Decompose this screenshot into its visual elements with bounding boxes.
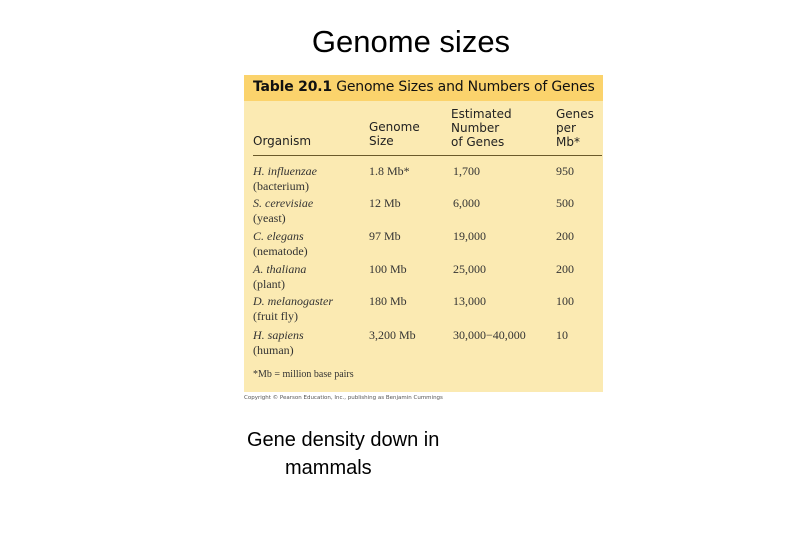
table-row — [244, 164, 603, 196]
cell-gene-count: 6,000 — [453, 196, 480, 210]
cell-organism — [253, 196, 313, 226]
genome-table — [244, 75, 603, 392]
header-genes-per-mb-line2: per — [556, 121, 576, 135]
header-genes-per-mb-line3: Mb* — [556, 135, 580, 149]
cell-organism — [253, 229, 308, 259]
cell-genes-per-mb: 10 — [556, 328, 568, 342]
table-row — [244, 294, 603, 326]
cell-genome-size: 97 Mb — [369, 229, 401, 243]
organism-scientific: H. influenzae — [253, 164, 317, 178]
organism-common: (yeast) — [253, 211, 286, 225]
header-genome-size — [369, 120, 420, 148]
organism-scientific: C. elegans — [253, 229, 304, 243]
organism-common: (bacterium) — [253, 179, 309, 193]
header-rule — [253, 155, 602, 156]
header-estimated-genes-line3: of Genes — [451, 135, 505, 149]
organism-scientific: S. cerevisiae — [253, 196, 314, 210]
slide-bullet — [247, 426, 547, 482]
organism-scientific: A. thaliana — [253, 262, 307, 276]
cell-genome-size: 12 Mb — [369, 196, 401, 210]
table-caption — [253, 79, 595, 95]
header-estimated-genes — [451, 107, 512, 149]
cell-organism — [253, 294, 333, 324]
table-row — [244, 229, 603, 261]
cell-genes-per-mb: 100 — [556, 294, 574, 308]
bullet-line-1: Gene density down in — [247, 429, 440, 451]
cell-gene-count: 13,000 — [453, 294, 486, 308]
cell-genome-size: 3,200 Mb — [369, 328, 416, 342]
cell-organism — [253, 328, 304, 358]
cell-genes-per-mb: 500 — [556, 196, 574, 210]
organism-common: (plant) — [253, 277, 285, 291]
cell-genes-per-mb: 200 — [556, 262, 574, 276]
table-row — [244, 196, 603, 228]
organism-scientific: D. melanogaster — [253, 294, 333, 308]
cell-gene-count: 30,000−40,000 — [453, 328, 526, 342]
cell-genome-size: 1.8 Mb* — [369, 164, 410, 178]
table-caption-bar — [244, 75, 603, 101]
organism-common: (nematode) — [253, 244, 308, 258]
slide-title: Genome sizes — [311, 24, 511, 59]
organism-common: (human) — [253, 343, 294, 357]
header-estimated-genes-line1: Estimated — [451, 107, 512, 121]
cell-genome-size: 100 Mb — [369, 262, 407, 276]
cell-gene-count: 19,000 — [453, 229, 486, 243]
cell-genes-per-mb: 950 — [556, 164, 574, 178]
bullet-line-2: mammals — [285, 457, 372, 479]
table-row — [244, 328, 603, 360]
cell-organism — [253, 262, 306, 292]
cell-gene-count: 25,000 — [453, 262, 486, 276]
table-title: Genome Sizes and Numbers of Genes — [336, 79, 595, 95]
cell-genome-size: 180 Mb — [369, 294, 407, 308]
header-organism-line: Organism — [253, 134, 312, 148]
header-genes-per-mb — [556, 107, 594, 149]
header-estimated-genes-line2: Number — [451, 121, 500, 135]
header-genome-size-line2: Size — [369, 134, 394, 148]
copyright-line: Copyright © Pearson Education, Inc., publishing as Benjamin Cummings — [244, 395, 443, 401]
header-genes-per-mb-line1: Genes — [556, 107, 594, 121]
header-genome-size-line1: Genome — [369, 120, 420, 134]
table-footnote: *Mb = million base pairs — [253, 369, 354, 380]
cell-gene-count: 1,700 — [453, 164, 480, 178]
table-row — [244, 262, 603, 294]
table-number: Table 20.1 — [253, 79, 332, 95]
cell-organism — [253, 164, 317, 194]
organism-scientific: H. sapiens — [253, 328, 304, 342]
header-organism — [253, 134, 311, 148]
organism-common: (fruit fly) — [253, 309, 298, 323]
cell-genes-per-mb: 200 — [556, 229, 574, 243]
